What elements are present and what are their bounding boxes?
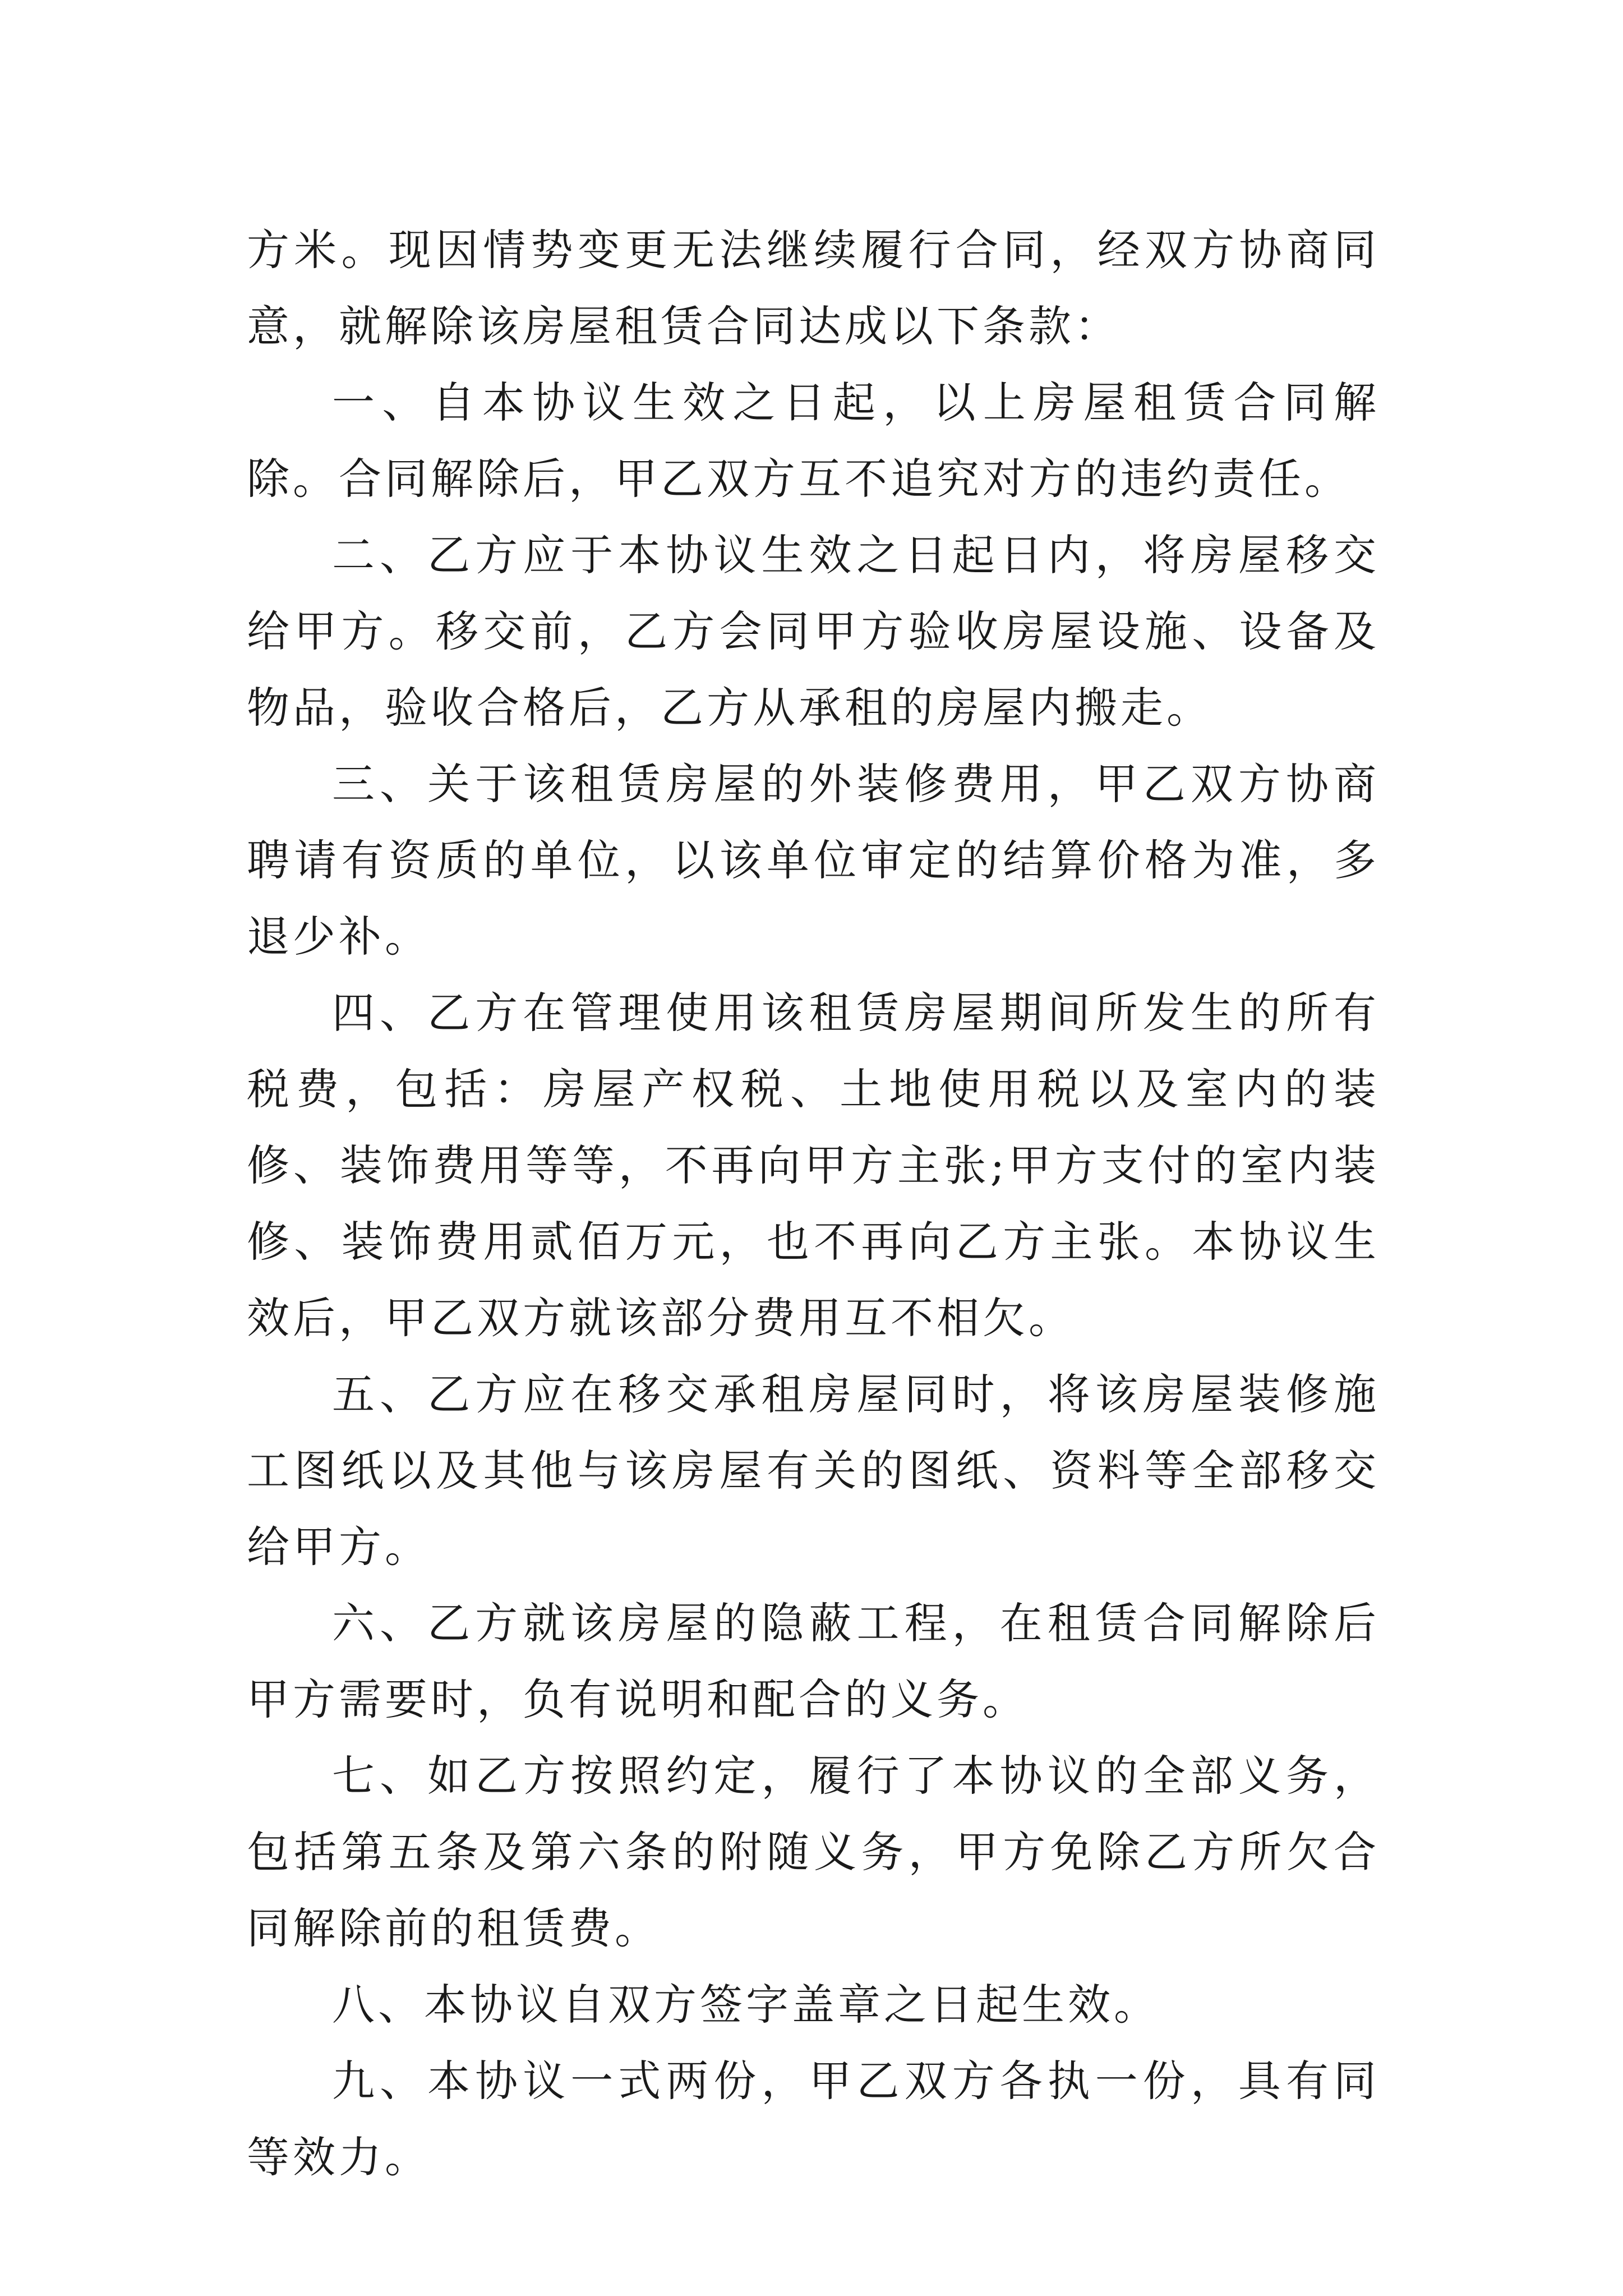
clause-8: 八、本协议自双方签字盖章之日起生效。 (332, 1980, 1160, 2030)
paragraph-intro: 方米。现因情势变更无法继续履行合同，经双方协商同意，就解除该房屋租赁合同达成以下条款： (247, 225, 1380, 351)
clause-1: 一、自本协议生效之日起，以上房屋租赁合同解除。合同解除后，甲乙双方互不追究对方的违约责任。 (247, 378, 1380, 504)
clause-5: 五、乙方应在移交承租房屋同时，将该房屋装修施工图纸以及其他与该房屋有关的图纸、资料等全部移交给甲方。 (247, 1369, 1380, 1572)
clause-3: 三、关于该租赁房屋的外装修费用，甲乙双方协商聘请有资质的单位，以该单位审定的结算价格为准，多退少补。 (247, 759, 1380, 961)
clause-7: 七、如乙方按照约定，履行了本协议的全部义务，包括第五条及第六条的附随义务，甲方免除乙方所欠合同解除前的租赁费。 (247, 1751, 1380, 1953)
document-body (247, 212, 1380, 2196)
clause-9: 九、本协议一式两份，甲乙双方各执一份，具有同等效力。 (247, 2056, 1380, 2182)
clause-4: 四、乙方在管理使用该租赁房屋期间所发生的所有税费，包括：房屋产权税、土地使用税以及室内的装修、装饰费用等等，不再向甲方主张;甲方支付的室内装修、装饰费用贰佰万元，也不再向乙方主张。本协议生效后，甲乙双方就该部分费用互不相欠。 (247, 988, 1380, 1343)
clause-6: 六、乙方就该房屋的隐蔽工程，在租赁合同解除后甲方需要时，负有说明和配合的义务。 (247, 1598, 1380, 1724)
clause-2: 二、乙方应于本协议生效之日起日内，将房屋移交给甲方。移交前，乙方会同甲方验收房屋设施、设备及物品，验收合格后，乙方从承租的房屋内搬走。 (247, 530, 1380, 733)
